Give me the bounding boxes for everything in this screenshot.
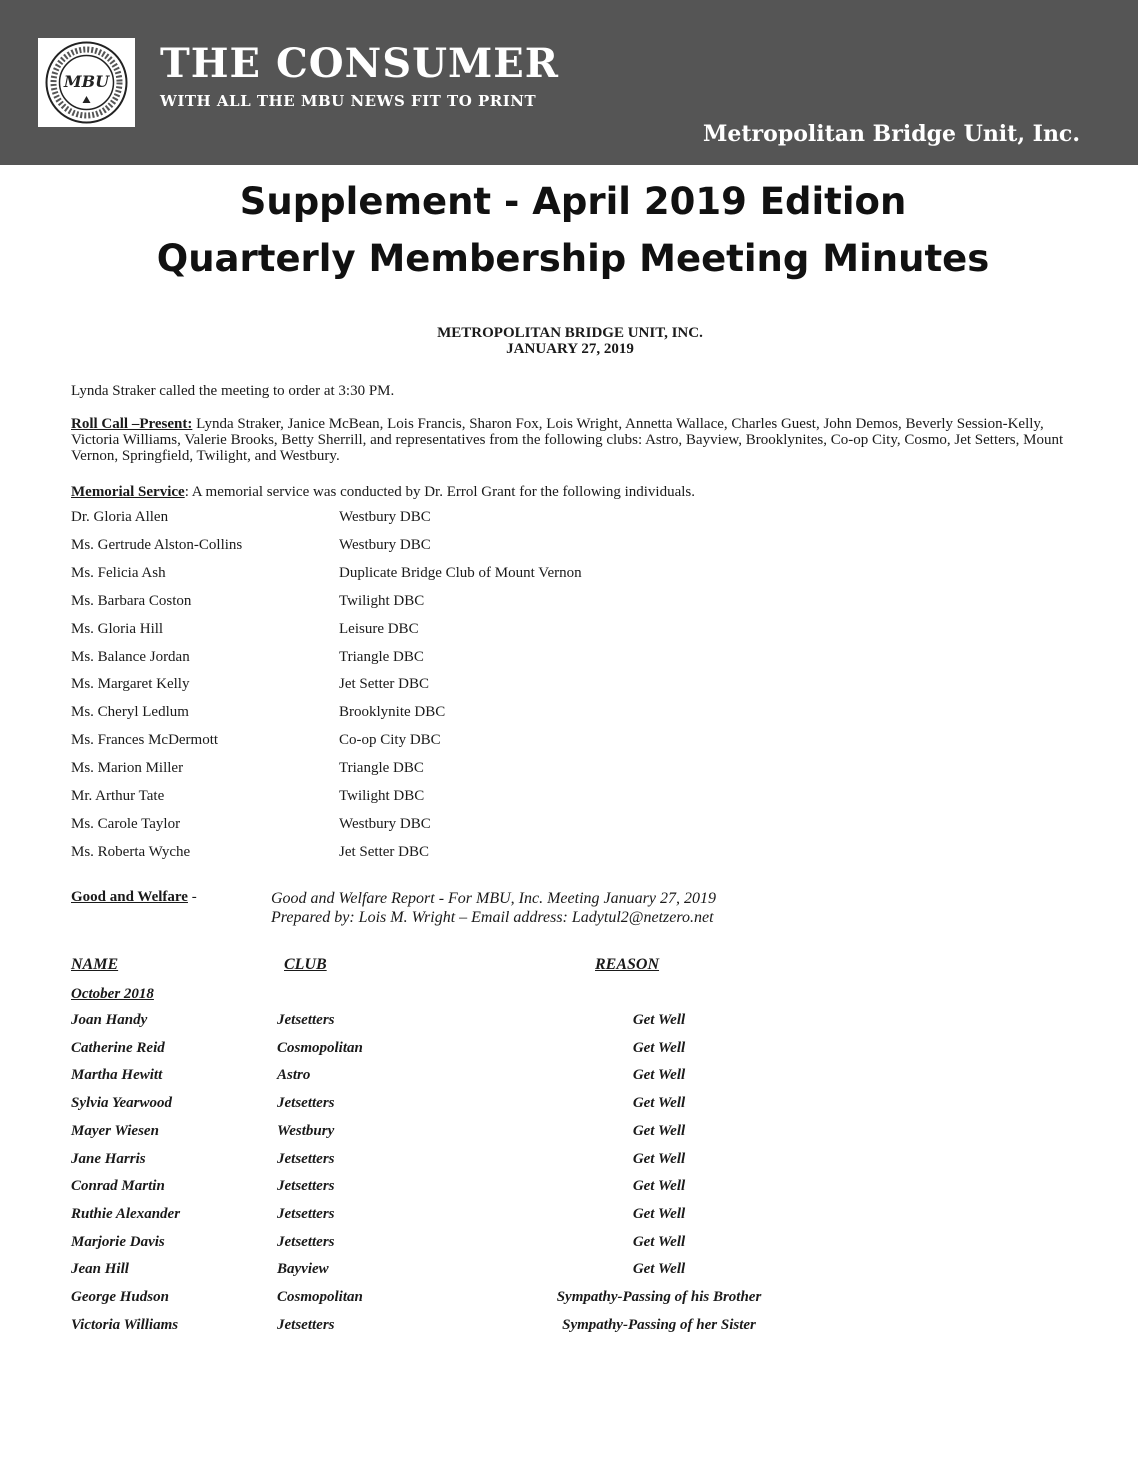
welfare-name: Jean Hill	[71, 1261, 129, 1278]
memorial-row	[71, 620, 419, 637]
welfare-club: Cosmopolitan	[277, 1039, 363, 1056]
memorial-row	[71, 815, 431, 832]
memorial-row	[71, 788, 425, 804]
welfare-club: Bayview	[277, 1261, 329, 1278]
organization-name: Metropolitan Bridge Unit, Inc.	[703, 121, 1080, 147]
welfare-reason: Sympathy-Passing of her Sister	[562, 1316, 756, 1333]
memorial-row	[71, 704, 446, 721]
welfare-name: George Hudson	[71, 1289, 169, 1305]
welfare-name: Sylvia Yearwood	[71, 1095, 172, 1112]
memorial-row	[71, 509, 431, 525]
memorial-row	[71, 732, 441, 749]
memorial-name: Ms. Marion Miller	[71, 760, 184, 777]
memorial-name: Ms. Gertrude Alston-Collins	[71, 536, 243, 553]
memorial-club: Twilight DBC	[339, 788, 425, 804]
welfare-name: Joan Handy	[71, 1012, 148, 1028]
memorial-name: Ms. Frances McDermott	[71, 732, 219, 749]
welfare-club: Cosmopolitan	[277, 1289, 363, 1305]
welfare-club: Jetsetters	[277, 1150, 335, 1167]
welfare-reason: Get Well	[632, 1095, 686, 1112]
memorial-text: : A memorial service was conducted by Dr. Errol Grant for the following individuals.	[184, 484, 696, 500]
welfare-reason: Get Well	[632, 1261, 686, 1278]
meeting-date: JANUARY 27, 2019	[506, 341, 634, 357]
mbu-logo	[38, 38, 135, 127]
memorial-name: Mr. Arthur Tate	[71, 788, 165, 804]
column-header-name: NAME	[71, 956, 119, 973]
welfare-club: Jetsetters	[277, 1095, 335, 1112]
welfare-reason: Get Well	[632, 1233, 686, 1250]
good-welfare-label: Good and Welfare	[71, 889, 188, 905]
memorial-name: Ms. Margaret Kelly	[71, 676, 190, 693]
welfare-club: Jetsetters	[277, 1178, 335, 1195]
meeting-organization: METROPOLITAN BRIDGE UNIT, INC.	[437, 325, 703, 341]
publication-tagline: WITH ALL THE MBU NEWS FIT TO PRINT	[160, 92, 537, 110]
memorial-row	[71, 843, 429, 860]
welfare-reason: Sympathy-Passing of his Brother	[556, 1289, 762, 1305]
publication-title: THE CONSUMER	[160, 40, 559, 87]
column-header-club: CLUB	[284, 956, 327, 973]
roll-call-text: Lynda Straker, Janice McBean, Lois Francis, Sharon Fox, Lois Wright, Annetta Wallace, Charles Guest, John Demos, Beverly Session-Kelly, Victoria Williams, Valerie Brooks, Betty Sherrill, and representatives from the following clubs: Astro, Bayview, Brooklynites, Co-op City, Cosmo, Jet Setters, Mount Vernon, Springfield, Twilight, and Westbury.	[71, 416, 1064, 464]
memorial-club: Jet Setter DBC	[339, 843, 429, 860]
roll-call	[71, 416, 1071, 464]
good-welfare-dash: -	[187, 889, 197, 905]
memorial-club: Westbury DBC	[339, 509, 431, 525]
welfare-club: Westbury	[277, 1122, 335, 1139]
welfare-club: Astro	[277, 1067, 311, 1084]
memorial-club: Leisure DBC	[339, 620, 419, 637]
welfare-club: Jetsetters	[277, 1233, 335, 1250]
memorial-name: Ms. Barbara Coston	[71, 592, 192, 609]
welfare-name: Catherine Reid	[71, 1039, 165, 1056]
welfare-name: Ruthie Alexander	[71, 1205, 181, 1222]
meeting-header	[0, 325, 1138, 357]
welfare-reason: Get Well	[632, 1150, 686, 1167]
welfare-name: Martha Hewitt	[71, 1067, 163, 1084]
memorial-name: Ms. Felicia Ash	[71, 564, 166, 581]
welfare-reason: Get Well	[632, 1012, 686, 1028]
masthead	[0, 0, 1138, 165]
good-welfare-report	[271, 889, 716, 927]
memorial-row	[71, 760, 424, 777]
column-header-reason: REASON	[595, 956, 660, 973]
welfare-name: Conrad Martin	[71, 1178, 165, 1195]
roll-call-label: Roll Call –Present:	[71, 416, 193, 432]
good-welfare-heading	[71, 889, 197, 905]
welfare-name: Marjorie Davis	[71, 1233, 165, 1250]
memorial-club: Westbury DBC	[339, 536, 431, 553]
welfare-reason: Get Well	[632, 1205, 686, 1222]
headline-minutes: Quarterly Membership Meeting Minutes	[156, 237, 990, 280]
memorial-club: Triangle DBC	[339, 648, 424, 665]
month-heading: October 2018	[71, 986, 154, 1002]
memorial-row	[71, 676, 429, 693]
memorial-name: Ms. Roberta Wyche	[71, 843, 191, 860]
memorial-name: Ms. Gloria Hill	[71, 620, 164, 637]
welfare-name: Jane Harris	[71, 1150, 146, 1167]
welfare-reason: Get Well	[632, 1067, 686, 1084]
memorial-club: Brooklynite DBC	[339, 704, 446, 721]
memorial-name: Dr. Gloria Allen	[71, 509, 169, 525]
memorial-name: Ms. Balance Jordan	[71, 648, 190, 665]
memorial-name: Ms. Carole Taylor	[71, 815, 181, 832]
report-title: Good and Welfare Report - For MBU, Inc. Meeting January 27, 2019	[271, 890, 716, 907]
welfare-club: Jetsetters	[277, 1316, 335, 1333]
memorial-club: Triangle DBC	[339, 760, 424, 777]
welfare-reason: Get Well	[632, 1122, 686, 1139]
memorial-name: Ms. Cheryl Ledlum	[71, 704, 189, 721]
welfare-club: Jetsetters	[277, 1012, 335, 1028]
svg-text:MBU: MBU	[63, 72, 110, 91]
welfare-club: Jetsetters	[277, 1205, 335, 1222]
memorial-row	[71, 592, 425, 609]
memorial-club: Westbury DBC	[339, 815, 431, 832]
report-preparer: Prepared by: Lois M. Wright – Email address: Ladytul2@netzero.net	[271, 909, 714, 926]
memorial-row	[71, 648, 424, 665]
mbu-seal-icon	[44, 40, 129, 125]
memorial-row	[71, 564, 582, 581]
welfare-name: Victoria Williams	[71, 1316, 179, 1333]
headline-supplement: Supplement - April 2019 Edition	[239, 180, 907, 223]
memorial-club: Jet Setter DBC	[339, 676, 429, 693]
welfare-reason: Get Well	[632, 1178, 686, 1195]
memorial-club: Co-op City DBC	[339, 732, 441, 749]
welfare-name: Mayer Wiesen	[71, 1122, 159, 1139]
memorial-row	[71, 536, 431, 553]
memorial-club: Twilight DBC	[339, 592, 425, 609]
memorial-intro	[71, 484, 1071, 500]
memorial-club: Duplicate Bridge Club of Mount Vernon	[339, 564, 582, 581]
memorial-label: Memorial Service	[71, 484, 185, 500]
call-to-order: Lynda Straker called the meeting to order at 3:30 PM.	[71, 383, 395, 399]
welfare-reason: Get Well	[632, 1039, 686, 1056]
